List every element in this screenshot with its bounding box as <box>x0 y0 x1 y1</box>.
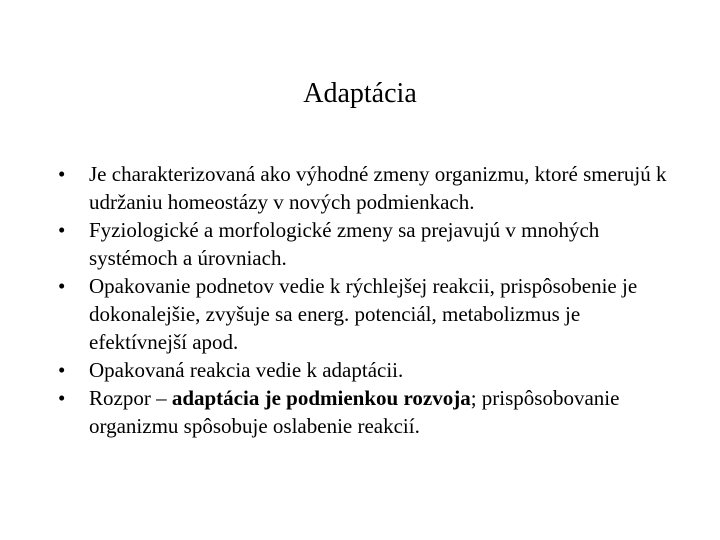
bullet-icon: • <box>58 162 66 186</box>
bullet-item <box>58 384 668 440</box>
bullet-text: Opakovanie podnetov vedie k rýchlejšej reakcii, prispôsobenie je dokonalejšie, zvyšuje sa energ. potenciál, metabolizmus je efektívnejší apod. <box>89 274 638 354</box>
bullet-item <box>58 272 668 356</box>
bullet-text-emphasis: adaptácia je podmienkou rozvoja <box>171 386 471 410</box>
bullet-icon: • <box>58 358 66 382</box>
bullet-list <box>58 160 668 440</box>
bullet-item <box>58 356 668 384</box>
bullet-item <box>58 160 668 216</box>
slide-title: Adaptácia <box>303 78 417 109</box>
bullet-text: Fyziologické a morfologické zmeny sa prejavujú v mnohých systémoch a úrovniach. <box>89 218 600 270</box>
bullet-text-prefix: Rozpor – <box>89 386 172 410</box>
bullet-text: Opakovaná reakcia vedie k adaptácii. <box>89 358 404 382</box>
bullet-icon: • <box>58 386 66 410</box>
bullet-icon: • <box>58 218 66 242</box>
bullet-text-suffix: ; prispôsobovanie organizmu spôsobuje oslabenie reakcií. <box>89 386 620 438</box>
bullet-item <box>58 216 668 272</box>
bullet-text: Je charakterizovaná ako výhodné zmeny organizmu, ktoré smerujú k udržaniu homeostázy v nových podmienkach. <box>89 162 667 214</box>
bullet-icon: • <box>58 274 66 298</box>
